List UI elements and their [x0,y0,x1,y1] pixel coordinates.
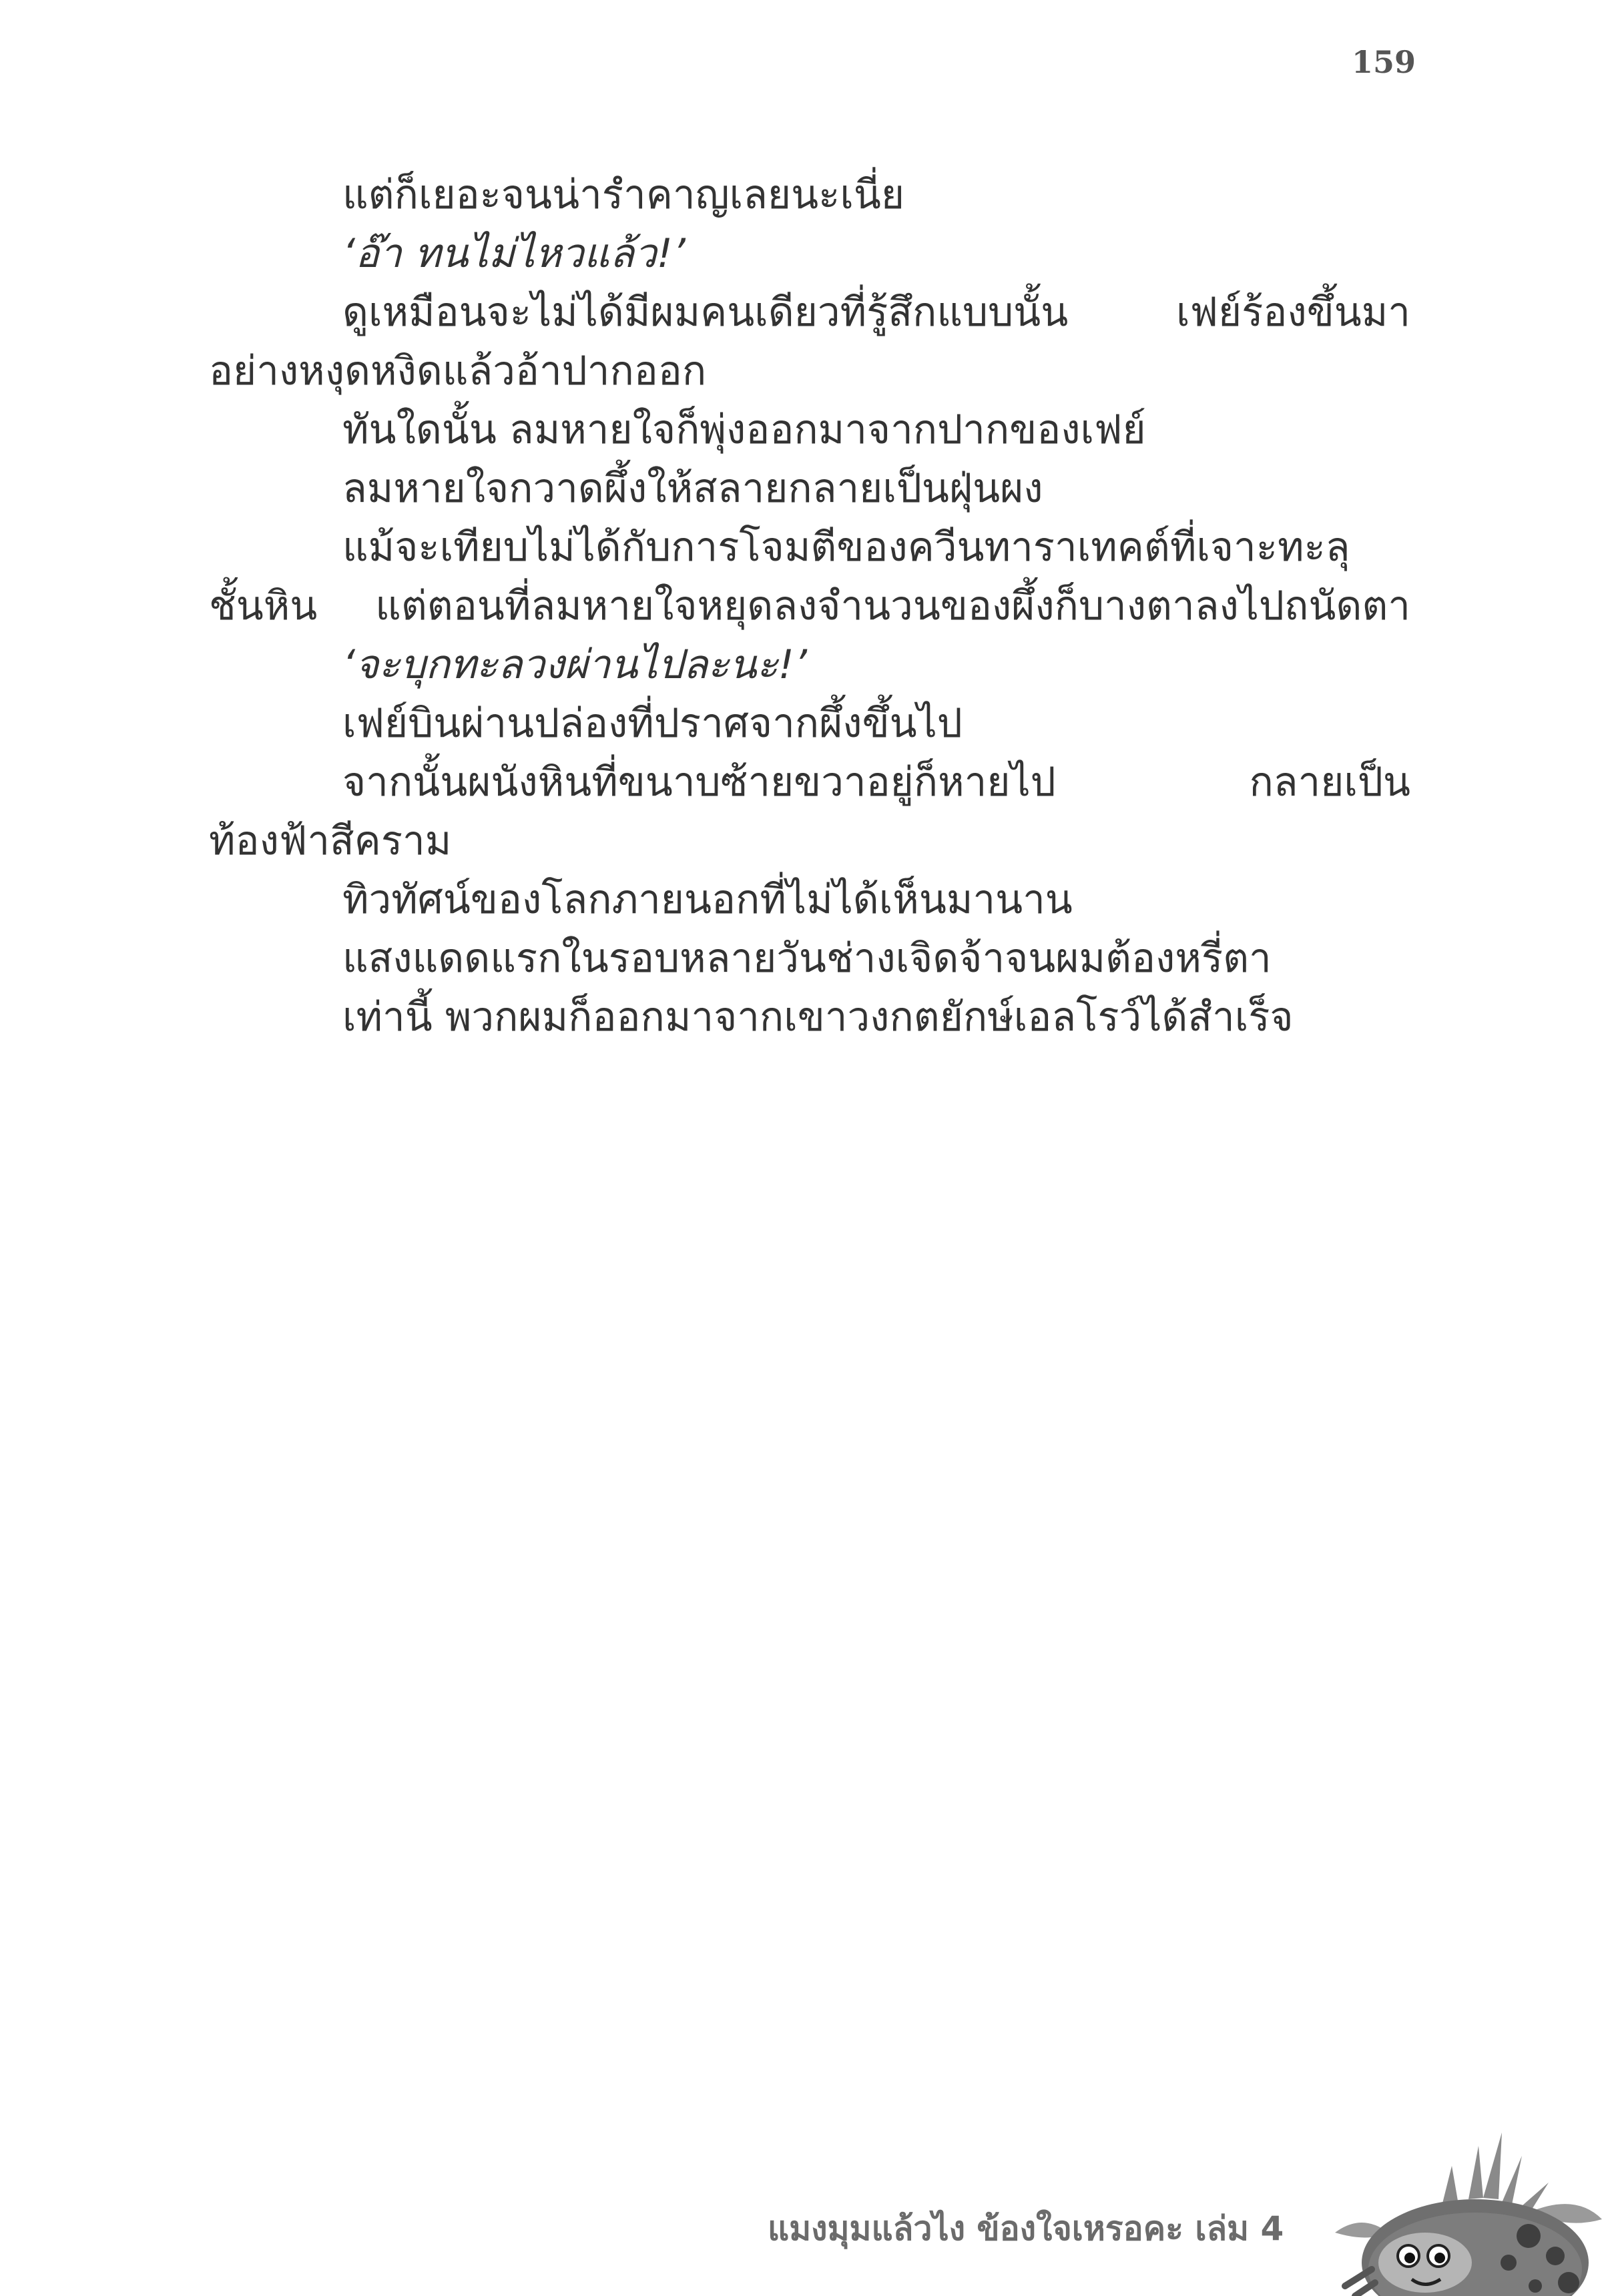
paragraph: เฟย์บินผ่านปล่องที่ปราศจากผึ้งขึ้นไป [342,700,963,747]
paragraph-italic [209,635,1410,694]
paragraph: เท่านี้ พวกผมก็ออกมาจากเขาวงกตยักษ์เอลโรว์ได้สำเร็จ [342,994,1294,1041]
body-text [209,166,1410,1047]
dialogue-text: ‘จะบุกทะลวงผ่านไปละนะ!’ [342,641,807,688]
text-segment: ดูเหมือนจะไม่ได้มีผมคนเดียวที่รู้สึกแบบนั้น [342,289,1069,336]
text-segment: กลายเป็น [1249,759,1410,806]
text-segment: แต่ตอนที่ลมหายใจหยุดลงจำนวนของผึ้งก็บางตาลงไปถนัดตา [375,583,1410,629]
text-segment: ชั้นหิน [209,583,318,629]
text-segment: จากนั้นผนังหินที่ขนาบซ้ายขวาอยู่ก็หายไป [342,759,1056,806]
text-segment: เฟย์ร้องขึ้นมา [1176,289,1410,336]
paragraph-line [209,283,1410,342]
page-number: 159 [1351,44,1416,80]
paragraph-line [209,753,1410,812]
dialogue-text: ‘อ๊า ทนไม่ไหวแล้ว!’ [342,230,686,277]
paragraph: ทิวทัศน์ของโลกภายนอกที่ไม่ได้เห็นมานาน [342,876,1073,923]
spider-mascot-icon [1308,2119,1612,2296]
paragraph-continuation: อย่างหงุดหงิดแล้วอ้าปากออก [209,348,707,394]
paragraph: แสงแดดแรกในรอบหลายวันช่างเจิดจ้าจนผมต้องหรี่ตา [342,935,1272,982]
paragraph: แต่ก็เยอะจนน่ารำคาญเลยนะเนี่ย [342,172,904,218]
paragraph-continuation: ท้องฟ้าสีคราม [209,818,452,864]
paragraph-continuation [209,577,1410,635]
paragraph: ทันใดนั้น ลมหายใจก็พุ่งออกมาจากปากของเฟย์ [342,406,1146,453]
footer-book-title: แมงมุมแล้วไง ข้องใจเหรอคะ เล่ม 4 [768,2209,1284,2248]
paragraph: ลมหายใจกวาดผึ้งให้สลายกลายเป็นฝุ่นผง [342,465,1043,512]
paragraph-italic [209,224,1410,283]
paragraph-line: แม้จะเทียบไม่ได้กับการโจมตีของควีนทาราเทคต์ที่เจาะทะลุ [342,524,1350,571]
